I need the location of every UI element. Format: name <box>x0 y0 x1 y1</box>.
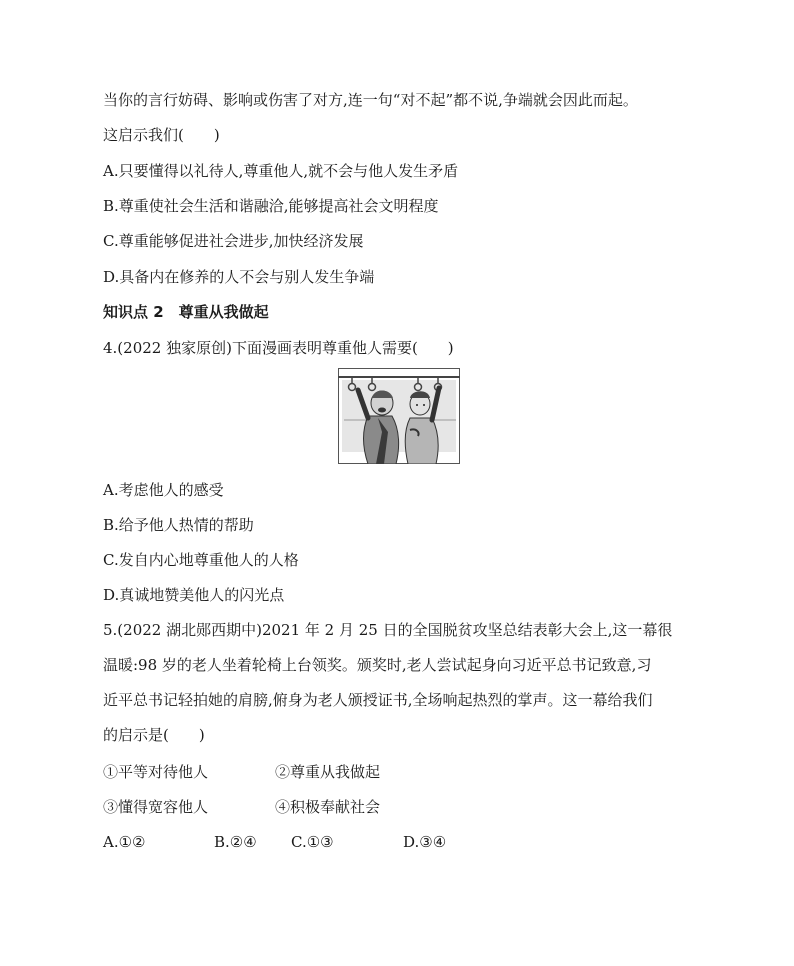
q4-option-b: B.给予他人热情的帮助 <box>103 516 254 534</box>
cartoon-two-men-on-subway-icon <box>338 368 460 464</box>
q5-item-4: ④积极奉献社会 <box>275 798 381 816</box>
q4-stem: 4.(2022 独家原创)下面漫画表明尊重他人需要( ) <box>103 339 454 357</box>
q4-option-d: D.真诚地赞美他人的闪光点 <box>103 586 285 604</box>
q4-option-a: A.考虑他人的感受 <box>103 481 224 499</box>
q3-stem-line-1: 当你的言行妨碍、影响或伤害了对方,连一句“对不起”都不说,争端就会因此而起。 <box>103 91 638 109</box>
q5-stem-line-3: 近平总书记轻拍她的肩膀,俯身为老人颁授证书,全场响起热烈的掌声。这一幕给我们 <box>103 691 653 709</box>
q3-option-c: C.尊重能够促进社会进步,加快经济发展 <box>103 232 364 250</box>
q5-item-3: ③懂得宽容他人 <box>103 798 209 816</box>
q3-option-a: A.只要懂得以礼待人,尊重他人,就不会与他人发生矛盾 <box>103 162 459 180</box>
q3-option-b: B.尊重使社会生活和谐融洽,能够提高社会文明程度 <box>103 197 439 215</box>
q5-choice-b: B.②④ <box>214 833 257 851</box>
q5-item-1: ①平等对待他人 <box>103 763 209 781</box>
section-heading: 知识点 2 尊重从我做起 <box>103 303 269 321</box>
q3-option-d: D.具备内在修养的人不会与别人发生争端 <box>103 268 375 286</box>
q5-choice-c: C.①③ <box>291 833 334 851</box>
q5-choice-a: A.①② <box>103 833 146 851</box>
q5-stem-line-4: 的启示是( ) <box>103 726 205 744</box>
q5-stem-line-1: 5.(2022 湖北郧西期中)2021 年 2 月 25 日的全国脱贫攻坚总结表彰大会上,这一幕很 <box>103 621 673 639</box>
q4-option-c: C.发自内心地尊重他人的人格 <box>103 551 299 569</box>
q5-item-2: ②尊重从我做起 <box>275 763 381 781</box>
q3-stem-line-2: 这启示我们( ) <box>103 126 220 144</box>
q5-stem-line-2: 温暖:98 岁的老人坐着轮椅上台领奖。颁奖时,老人尝试起身向习近平总书记致意,习 <box>103 656 652 674</box>
q5-choice-d: D.③④ <box>403 833 447 851</box>
